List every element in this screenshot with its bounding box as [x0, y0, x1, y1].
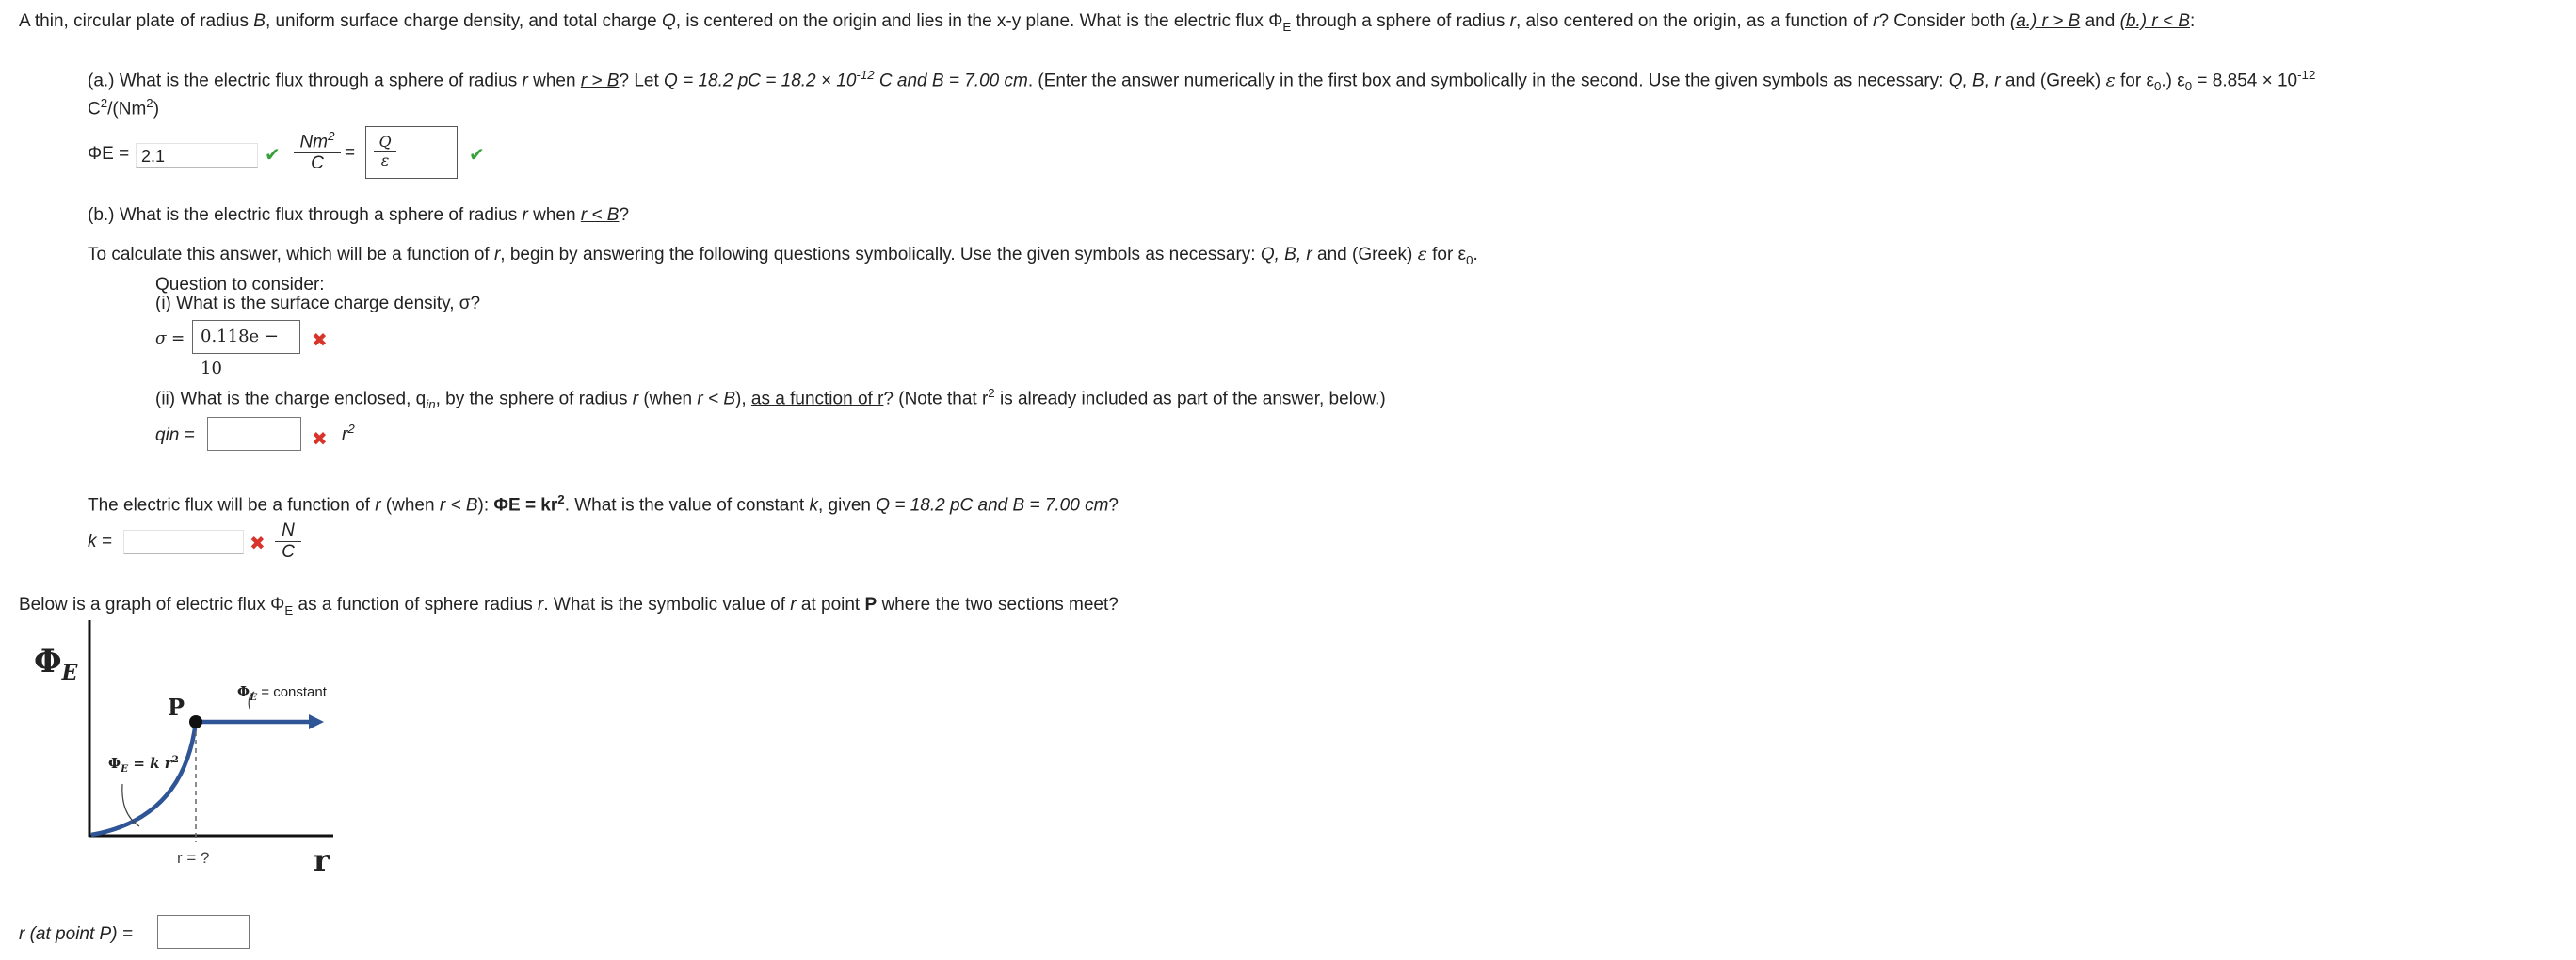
phi-e-numeric-input[interactable]: 2.1 [136, 143, 258, 168]
part-b-question: (b.) What is the electric flux through a sphere of radius r when r < B? [88, 205, 630, 225]
phi-e-label: ΦE = [88, 144, 130, 164]
graph-prompt: Below is a graph of electric flux $\Phi_E$ as a function of sphere radius r. What is the symbolic value of r at point P where the two sections meet? [19, 595, 1119, 617]
cross-icon: ✖ [312, 429, 328, 450]
phi-e-unit-fraction: $\frac{Nm^2}{C}$ [294, 129, 341, 174]
graph-y-axis-label: $\Phi_E$ [34, 643, 78, 685]
r-at-p-label: r (at point P) = [19, 924, 133, 944]
case-b-link: (b.) r < B [2119, 11, 2191, 31]
cross-icon: ✖ [250, 534, 266, 554]
r-at-p-input[interactable] [157, 915, 250, 949]
question-i: (i) What is the surface charge density, σ? [155, 294, 481, 313]
question-to-consider: Question to consider: [155, 275, 325, 295]
sigma-label: σ = [155, 329, 185, 348]
r-squared-suffix: $r^2$ [342, 422, 355, 445]
part-a-units: $C^2/(Nm^2)$ [88, 96, 160, 120]
graph-constant-label: $\Phi_E$ = constant [237, 683, 327, 703]
k-label: k = [88, 532, 112, 552]
flux-k-question: The electric flux will be a function of r (when r < B): $\Phi E = kr^2$. What is the value of constant k, given Q = 18.2 pC and B = 7.00 cm? [88, 492, 1119, 516]
graph-r-question-label: r = ? [177, 849, 210, 867]
k-unit-fraction: $\frac{N}{C}$ [275, 520, 301, 563]
cross-icon: ✖ [312, 330, 328, 351]
intro-text: A thin, circular plate of radius B, uniform surface charge density, and total charge Q, is centered on the origin and lies in the x-y plane. What is the electric flux $\Phi_E$ through a sphere of radius r, also centered on the origin, as a function of r? Consider both (a.) r > B and (b.) r < B: [19, 11, 2196, 34]
phi-e-symbolic-input[interactable]: $\frac{Q}{\varepsilon}$ [365, 126, 458, 179]
qin-input[interactable] [207, 417, 301, 451]
graph-curve-label: $\Phi_E = k$ $r^2$ [108, 754, 179, 775]
k-input[interactable] [123, 530, 244, 554]
flux-graph [0, 616, 358, 889]
question-ii: (ii) What is the charge enclosed, $q_{in}$, by the sphere of radius r (when r < B), as a function of r? (Note that $r^2$ is already included as part of the answer, below.) [155, 386, 1386, 412]
sigma-input[interactable]: 0.118e − 10 [192, 320, 300, 354]
graph-x-axis-label: r [314, 842, 330, 878]
check-icon: ✔ [265, 145, 281, 166]
part-b-instruction: To calculate this answer, which will be a function of r, begin by answering the following questions symbolically. Use the given symbols as necessary: Q, B, r and (Greek) ε for $\varepsilon_0$. [88, 244, 1478, 267]
check-icon: ✔ [469, 145, 485, 166]
part-a-question: (a.) What is the electric flux through a sphere of radius r when r > B? Let Q = 18.2 pC = $18.2 \times 10^{-12}$ C and B = 7.00 cm. (Enter the answer numerically in the first box and symbolically in the second. Use the given symbols as necessary: Q, B, r and (Greek) ε for $\varepsilon_0$.) $\varepsilon_0 = 8.854 \times 10^{-12}$ [88, 68, 2316, 94]
case-a-link: (a.) r > B [2009, 11, 2081, 31]
equals-sign: = [345, 143, 356, 163]
qin-label: qin = [155, 425, 195, 445]
graph-point-p-label: P [168, 694, 185, 721]
